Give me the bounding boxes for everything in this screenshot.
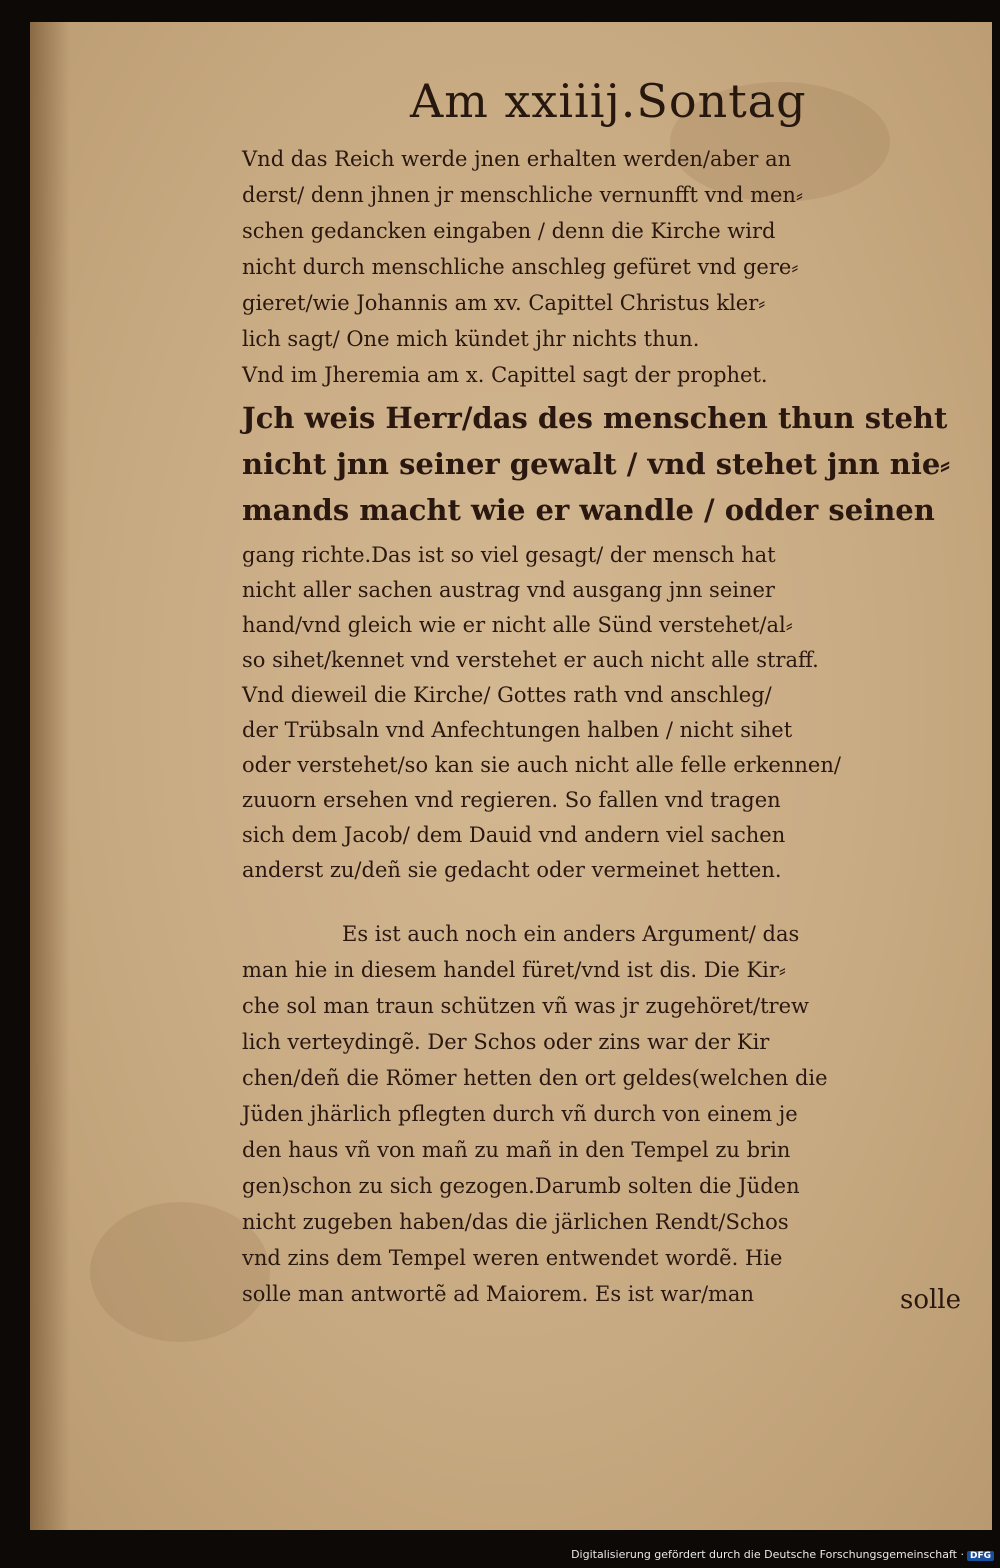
text-line: nicht durch menschliche anschleg gefüret vnd gere⸗ [242,255,799,279]
text-line: gen)schon zu sich gezogen.Darumb solten die Jüden [242,1174,800,1198]
text-line: nicht zugeben haben/das die järlichen Rendt/Schos [242,1210,789,1234]
digitization-footer [571,1548,994,1561]
text-line: nicht jnn seiner gewalt / vnd stehet jnn nie⸗ [242,447,950,481]
text-line: nicht aller sachen austrag vnd ausgang jnn seiner [242,578,775,602]
text-line: so sihet/kennet vnd verstehet er auch nicht alle straff. [242,648,819,672]
text-line: chen/deñ die Römer hetten den ort geldes(welchen die [242,1066,828,1090]
dfg-logo: DFG [967,1551,994,1561]
text-line: Jüden jhärlich pflegten durch vñ durch von einem je [242,1102,798,1126]
text-line: solle man antwortẽ ad Maiorem. Es ist war/man [242,1282,754,1306]
text-line: lich verteydingẽ. Der Schos oder zins war der Kir [242,1030,770,1054]
catchword: solle [900,1285,962,1315]
text-line: den haus vñ von mañ zu mañ in den Tempel zu brin [242,1138,791,1162]
text-line: gieret/wie Johannis am xv. Capittel Christus kler⸗ [242,291,766,315]
text-line: Jch weis Herr/das des menschen thun steht [242,401,948,435]
text-line: lich sagt/ One mich kündet jhr nichts thun. [242,327,700,351]
text-line: Vnd das Reich werde jnen erhalten werden/aber an [242,147,792,171]
text-line: oder verstehet/so kan sie auch nicht alle felle erkennen/ [242,753,841,777]
text-line: Vnd dieweil die Kirche/ Gottes rath vnd anschleg/ [242,683,772,707]
text-line: vnd zins dem Tempel weren entwendet wordẽ. Hie [242,1246,783,1270]
text-line: Es ist auch noch ein anders Argument/ das [342,922,800,946]
text-line: che sol man traun schützen vñ was jr zugehöret/trew [242,994,809,1018]
text-line: zuuorn ersehen vnd regieren. So fallen vnd tragen [242,788,781,812]
text-line: der Trübsaln vnd Anfechtungen halben / nicht sihet [242,718,793,742]
text-line: hand/vnd gleich wie er nicht alle Sünd verstehet/al⸗ [242,613,793,637]
text-line: derst/ denn jhnen jr menschliche vernunfft vnd men⸗ [242,183,803,207]
text-line: Vnd im Jheremia am x. Capittel sagt der prophet. [242,363,768,387]
text-line: schen gedancken eingaben / denn die Kirche wird [242,219,776,243]
text-line: sich dem Jacob/ dem Dauid vnd andern viel sachen [242,823,786,847]
footer-text: Digitalisierung gefördert durch die Deutsche Forschungsgemeinschaft · [571,1548,964,1561]
text-line: gang richte.Das ist so viel gesagt/ der mensch hat [242,543,776,567]
text-line: man hie in diesem handel füret/vnd ist dis. Die Kir⸗ [242,958,786,982]
running-head: Am xxiiij.Sontag [410,74,807,128]
page-gutter-shadow [30,22,70,1530]
text-line: anderst zu/deñ sie gedacht oder vermeinet hetten. [242,858,782,882]
text-line: mands macht wie er wandle / odder seinen [242,493,935,527]
book-page [30,22,992,1530]
